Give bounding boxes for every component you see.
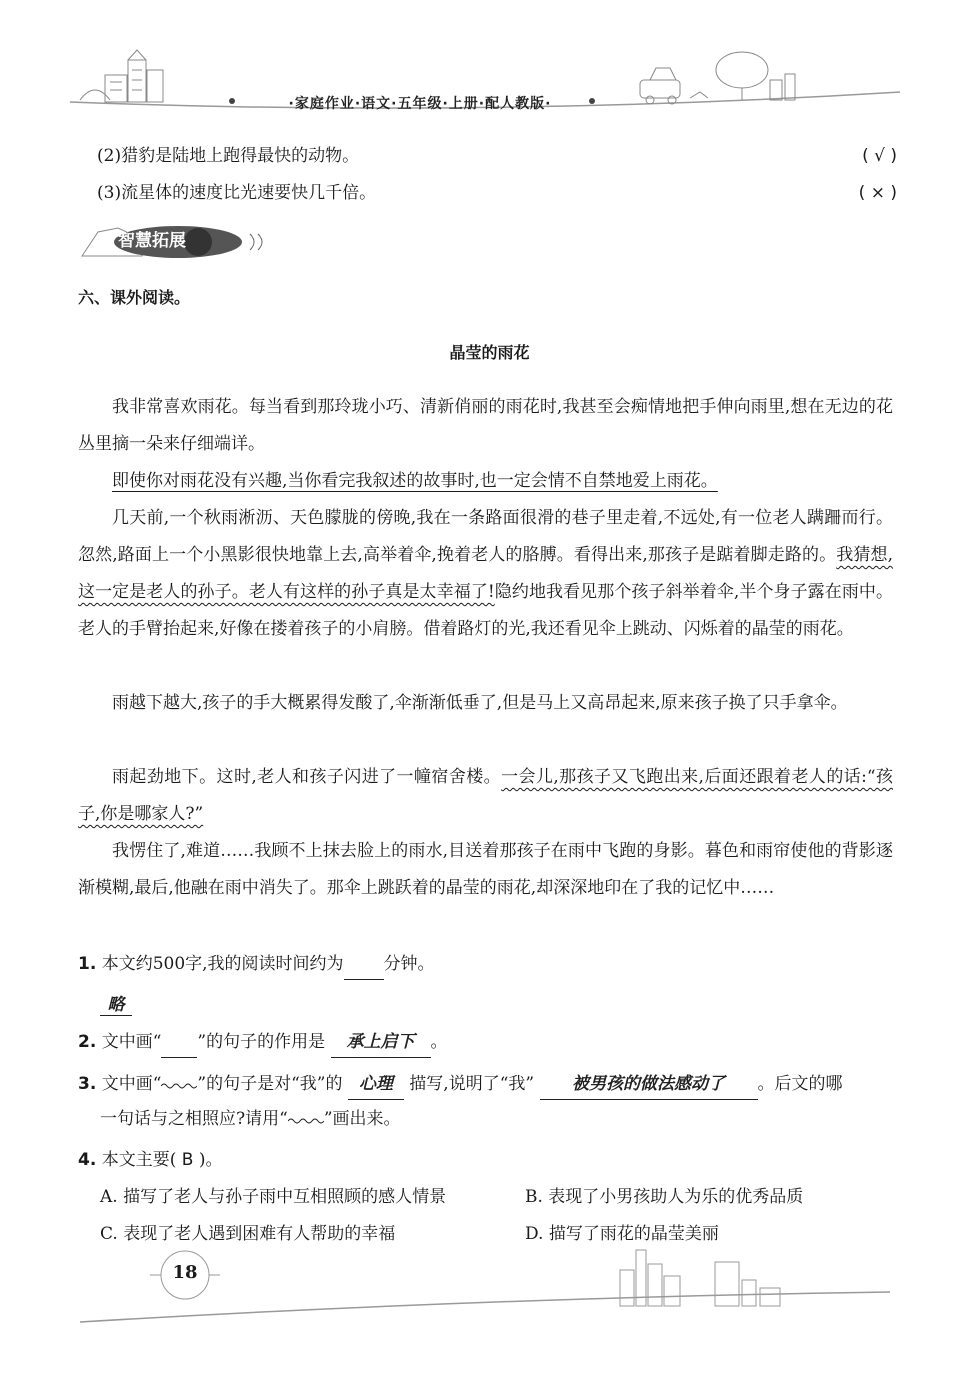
- wavy-line-mark: [161, 1080, 197, 1090]
- handwritten-answer[interactable]: 承上启下: [331, 1027, 431, 1058]
- option-d[interactable]: D. 描写了雨花的晶莹美丽: [525, 1224, 719, 1244]
- wavy-underlined-sentence: 一会儿,那孩子又飞跑出来,后面还跟着老人的话:“孩子,你是哪家人?”: [78, 767, 893, 824]
- footer-decoration: [0, 1240, 979, 1340]
- header-title: ·家庭作业·语文·五年级·上册·配人教版·: [288, 96, 552, 112]
- question-number: 2.: [78, 1032, 97, 1052]
- banner-label: 智慧拓展: [118, 231, 186, 251]
- wavy-underlined-sentence: 我猜想,这一定是老人的孙子。老人有这样的孙子真是太幸福了!: [78, 545, 893, 602]
- question-text: ”画出来。: [323, 1109, 401, 1129]
- true-false-item: [97, 180, 897, 206]
- true-false-mark: ( × ): [858, 183, 897, 203]
- question-text: )。: [198, 1150, 223, 1170]
- article-title: 晶莹的雨花: [449, 343, 530, 362]
- article-paragraph: [78, 759, 893, 833]
- question-4: [78, 1145, 222, 1175]
- question-text: 。: [430, 1032, 448, 1052]
- straight-underlined-sentence: 即使你对雨花没有兴趣,当你看完我叙述的故事时,也一定会情不自禁地爱上雨花。: [112, 471, 718, 491]
- option-b[interactable]: B. 表现了小男孩助人为乐的优秀品质: [525, 1187, 804, 1207]
- question-number: 1.: [78, 954, 97, 974]
- true-false-text: (2)猎豹是陆地上跑得最快的动物。: [97, 146, 360, 166]
- handwritten-answer[interactable]: B: [181, 1150, 194, 1170]
- option-a[interactable]: A. 描写了老人与孙子雨中互相照顾的感人情景: [100, 1187, 447, 1207]
- question-number: 4.: [78, 1150, 97, 1170]
- question-1: [78, 949, 435, 980]
- question-3: [78, 1069, 843, 1100]
- paragraph-text: 隐约地我看见那个孩子斜举着伞,半个身子露在雨中。老人的手臂抬起来,好像在搂着孩子的小肩膀。借着路灯的光,我还看见伞上跳动、闪烁着的晶莹的雨花。: [78, 582, 893, 639]
- question-text: ”的句子的作用是: [197, 1032, 326, 1052]
- question-text: 文中画“: [101, 1032, 162, 1052]
- paragraph-text: 几天前,一个秋雨淅沥、天色朦胧的傍晚,我在一条路面很滑的巷子里走着,不远处,有一位老人蹒跚而行。忽然,路面上一个小黑影很快地靠上去,高举着伞,挽着老人的胳膊。看得出来,那孩子是踮着脚走路的。: [78, 508, 893, 565]
- handwritten-answer: 略: [100, 990, 132, 1016]
- article-paragraph: [78, 463, 893, 500]
- question-number: 3.: [78, 1074, 97, 1094]
- question-2: [78, 1027, 448, 1058]
- question-text: 。后文的哪: [757, 1074, 843, 1094]
- question-text: 一句话与之相照应?请用“: [100, 1109, 288, 1129]
- handwritten-answer[interactable]: 心理: [348, 1069, 404, 1100]
- section-title: 六、课外阅读。: [78, 288, 191, 307]
- true-false-text: (3)流星体的速度比光速要快几千倍。: [97, 183, 377, 203]
- article-paragraph: 雨越下越大,孩子的手大概累得发酸了,伞渐渐低垂了,但是马上又高昂起来,原来孩子换了只手拿伞。: [112, 693, 848, 713]
- answer-blank[interactable]: [344, 949, 384, 980]
- question-text: 本文约500字,我的阅读时间约为: [101, 954, 344, 974]
- question-text: 分钟。: [383, 954, 435, 974]
- question-text: ”的句子是对“我”的: [197, 1074, 343, 1094]
- handwritten-answer[interactable]: 被男孩的做法感动了: [540, 1069, 758, 1100]
- question-text: 本文主要(: [101, 1150, 177, 1170]
- straight-line-mark: [161, 1027, 197, 1058]
- article-paragraph: 我愣住了,难道……我顾不上抹去脸上的雨水,目送着那孩子在雨中飞跑的身影。暮色和雨帘使他的背影逐渐模糊,最后,他融在雨中消失了。那伞上跳跃着的晶莹的雨花,却深深地印在了我的记忆中……: [78, 841, 893, 898]
- question-3-line2: [100, 1104, 401, 1134]
- wavy-line-mark: [288, 1115, 324, 1125]
- question-text: 文中画“: [101, 1074, 162, 1094]
- page-number: 18: [172, 1262, 198, 1283]
- true-false-mark: ( √ ): [862, 146, 897, 166]
- option-c[interactable]: C. 表现了老人遇到困难有人帮助的幸福: [100, 1224, 396, 1244]
- true-false-item: [97, 143, 897, 169]
- paragraph-text: 雨起劲地下。这时,老人和孩子闪进了一幢宿舍楼。: [112, 767, 502, 787]
- article-paragraph: [78, 500, 893, 648]
- question-text: 描写,说明了“我”: [409, 1074, 535, 1094]
- article-paragraph: 我非常喜欢雨花。每当看到那玲珑小巧、清新俏丽的雨花时,我甚至会痴情地把手伸向雨里,想在无边的花丛里摘一朵来仔细端详。: [78, 397, 893, 454]
